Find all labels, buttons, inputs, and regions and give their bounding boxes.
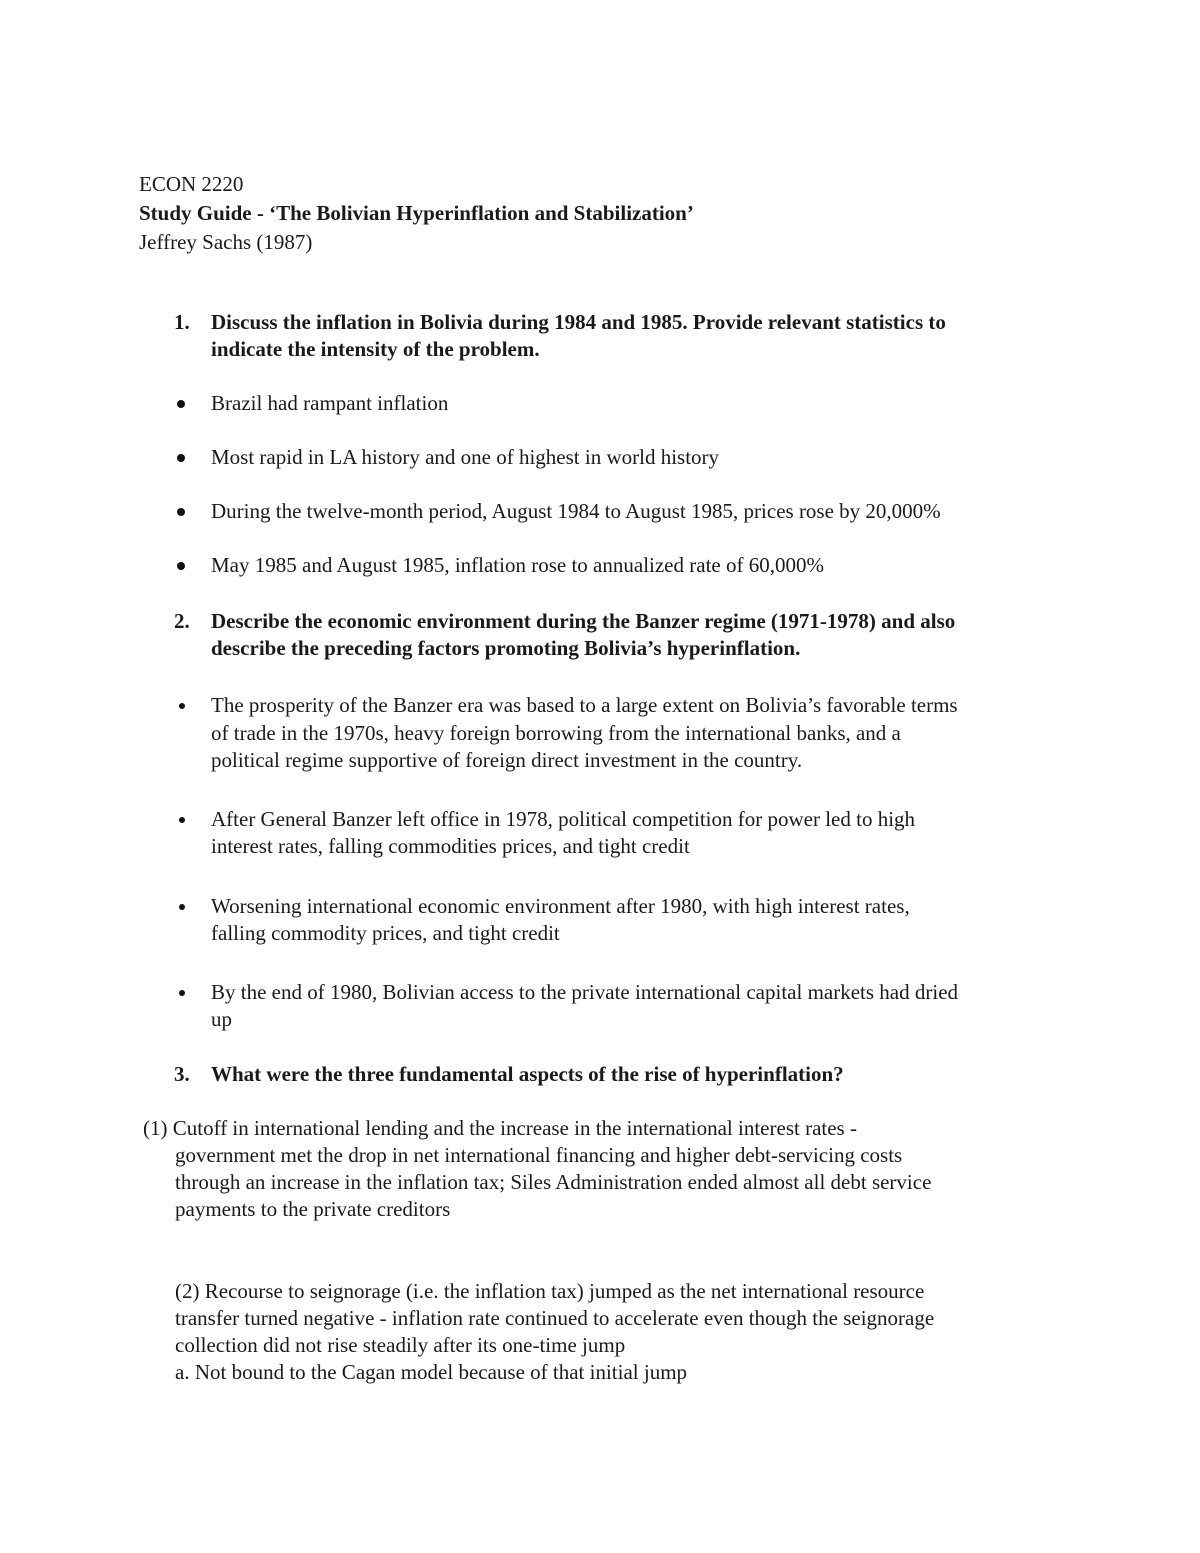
question-2-bullet-3-line-2: falling commodity prices, and tight credit bbox=[211, 921, 560, 945]
bullet-icon bbox=[177, 454, 185, 462]
answer-2-line-4: a. Not bound to the Cagan model because of that initial jump bbox=[175, 1360, 688, 1384]
answer-2-line-1: (2) Recourse to seignorage (i.e. the inflation tax) jumped as the net international resource bbox=[175, 1279, 925, 1303]
answer-1-line-3: through an increase in the inflation tax; Siles Administration ended almost all debt service bbox=[175, 1170, 932, 1194]
question-1-number: 1. bbox=[174, 310, 190, 334]
question-2-line-2: describe the preceding factors promoting Bolivia’s hyperinflation. bbox=[211, 636, 801, 660]
question-1-line-2: indicate the intensity of the problem. bbox=[211, 337, 540, 361]
bullet-icon bbox=[179, 904, 185, 910]
answer-2-line-3: collection did not rise steadily after its one-time jump bbox=[175, 1333, 626, 1357]
answer-1-line-2: government met the drop in net international financing and higher debt-servicing costs bbox=[175, 1143, 903, 1167]
author-line: Jeffrey Sachs (1987) bbox=[139, 230, 313, 254]
bullet-icon bbox=[177, 508, 185, 516]
document-title: Study Guide - ‘The Bolivian Hyperinflation and Stabilization’ bbox=[139, 201, 694, 225]
bullet-icon bbox=[179, 703, 185, 709]
question-2-bullet-1-line-2: of trade in the 1970s, heavy foreign borrowing from the international banks, and a bbox=[211, 721, 901, 745]
question-2-bullet-4-line-1: By the end of 1980, Bolivian access to the private international capital markets had dried bbox=[211, 980, 959, 1004]
question-2-line-1: Describe the economic environment during the Banzer regime (1971-1978) and also bbox=[211, 609, 956, 633]
bullet-icon bbox=[179, 990, 185, 996]
answer-2-line-2: transfer turned negative - inflation rate continued to accelerate even though the seignorage bbox=[175, 1306, 935, 1330]
course-code: ECON 2220 bbox=[139, 172, 244, 196]
bullet-icon bbox=[179, 817, 185, 823]
question-3-text: What were the three fundamental aspects of the rise of hyperinflation? bbox=[211, 1062, 844, 1086]
question-1-line-1: Discuss the inflation in Bolivia during 1984 and 1985. Provide relevant statistics to bbox=[211, 310, 946, 334]
question-2-bullet-3-line-1: Worsening international economic environment after 1980, with high interest rates, bbox=[211, 894, 910, 918]
question-2-bullet-2-line-1: After General Banzer left office in 1978, political competition for power led to high bbox=[211, 807, 916, 831]
question-1-bullet-1: Brazil had rampant inflation bbox=[211, 391, 449, 415]
question-2-bullet-1-line-3: political regime supportive of foreign direct investment in the country. bbox=[211, 748, 803, 772]
answer-1-line-1: (1) Cutoff in international lending and the increase in the international interest rates - bbox=[143, 1116, 857, 1140]
question-1-bullet-4: May 1985 and August 1985, inflation rose to annualized rate of 60,000% bbox=[211, 553, 824, 577]
bullet-icon bbox=[177, 400, 185, 408]
bullet-icon bbox=[177, 562, 185, 570]
question-3-number: 3. bbox=[174, 1062, 190, 1086]
question-2-bullet-2-line-2: interest rates, falling commodities prices, and tight credit bbox=[211, 834, 690, 858]
answer-1-line-4: payments to the private creditors bbox=[175, 1197, 451, 1221]
question-1-bullet-2: Most rapid in LA history and one of highest in world history bbox=[211, 445, 720, 469]
question-2-bullet-1-line-1: The prosperity of the Banzer era was based to a large extent on Bolivia’s favorable terms bbox=[211, 693, 958, 717]
question-2-bullet-4-line-2: up bbox=[211, 1007, 232, 1031]
question-1-bullet-3: During the twelve-month period, August 1984 to August 1985, prices rose by 20,000% bbox=[211, 499, 941, 523]
question-2-number: 2. bbox=[174, 609, 190, 633]
